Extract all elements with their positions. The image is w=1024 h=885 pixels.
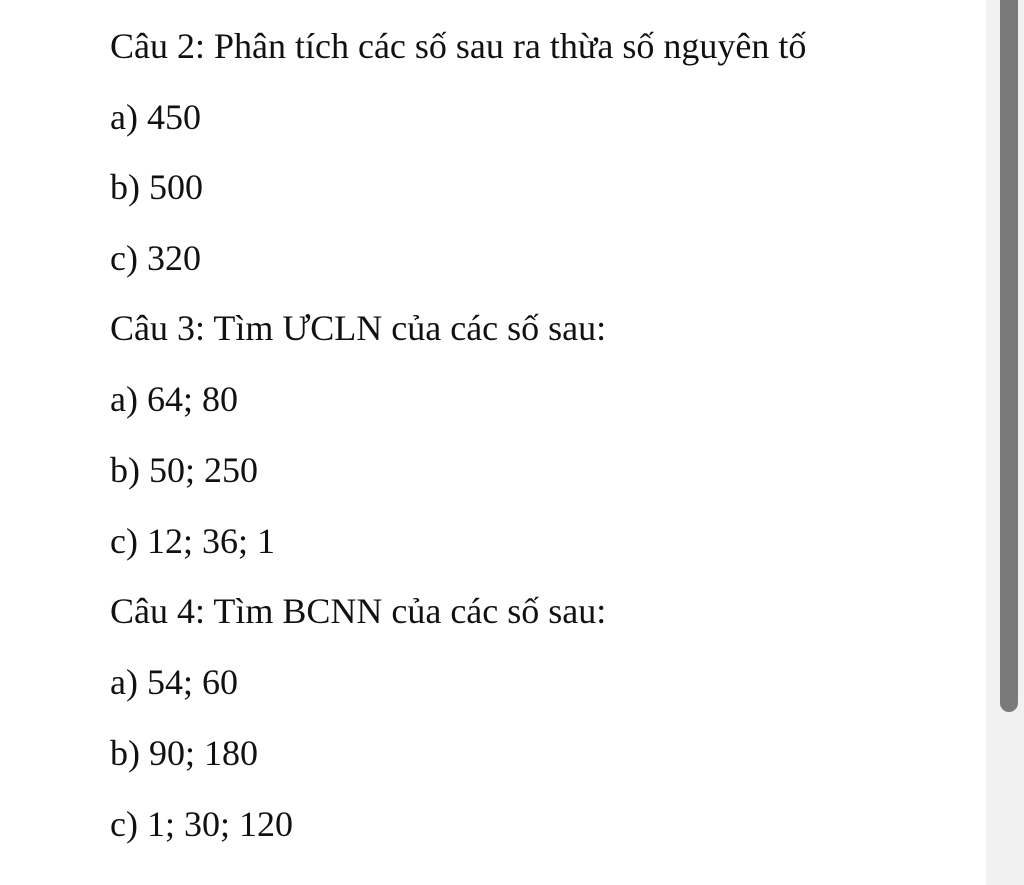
question-2-item-c: c) 320 [110, 238, 201, 278]
vertical-scrollbar-thumb[interactable] [1000, 0, 1018, 712]
question-4-item-b: b) 90; 180 [110, 733, 258, 773]
question-2-item-b: b) 500 [110, 167, 203, 207]
question-3-item-b: b) 50; 250 [110, 450, 258, 490]
question-2-item-a: a) 450 [110, 97, 201, 137]
question-4-item-a: a) 54; 60 [110, 662, 238, 702]
question-4-item-c: c) 1; 30; 120 [110, 804, 293, 844]
question-4-heading: Câu 4: Tìm BCNN của các số sau: [110, 591, 607, 631]
question-2-heading: Câu 2: Phân tích các số sau ra thừa số nguyên tố [110, 26, 807, 66]
question-3-heading: Câu 3: Tìm ƯCLN của các số sau: [110, 308, 607, 348]
question-3-item-a: a) 64; 80 [110, 379, 238, 419]
question-3-item-c: c) 12; 36; 1 [110, 521, 275, 561]
